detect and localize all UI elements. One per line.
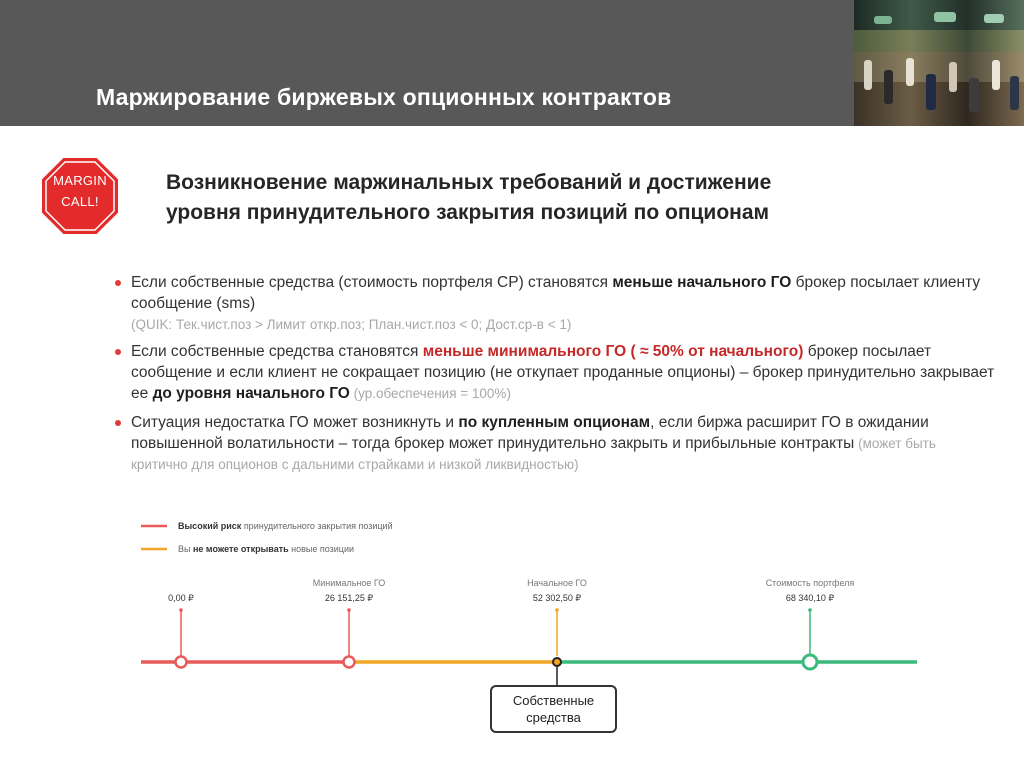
bullet-note: (QUIK: Тек.чист.поз > Лимит откр.поз; План.чист.поз < 0; Дост.ср-в < 1) xyxy=(131,317,572,332)
trading-floor-photo xyxy=(854,0,1024,126)
marker-zero xyxy=(176,657,187,668)
subtitle xyxy=(166,168,946,228)
stop-sign-line1: MARGIN xyxy=(53,173,107,188)
marker-portfolio xyxy=(803,655,817,669)
subtitle-line1: Возникновение маржинальных требований и достижение xyxy=(166,171,772,194)
point-label-portfolio: Стоимость портфеля xyxy=(765,578,855,588)
bullet-item: Ситуация недостатка ГО может возникнуть и по купленным опционам, если биржа расширит ГО в ожидании повышенной волатильности – тогда брокер может принудительно закрыть и прибыльные контракты (может быть критично для опционов с дальними страйками и низкой ликвидностью) xyxy=(115,412,995,475)
bullet-list xyxy=(115,272,995,475)
tick-zero-top-dot xyxy=(179,608,183,612)
bullet-item: Если собственные средства становятся меньше минимального ГО ( ≈ 50% от начального) брокер посылает сообщение и если клиент не сокращает позицию (не откупает проданные опционы) – брокер принудительно закрывает ее до уровня начального ГО (ур.обеспечения = 100%) xyxy=(115,341,995,404)
bullet-note: (ур.обеспечения = 100%) xyxy=(349,386,511,401)
tick-portfolio-top-dot xyxy=(808,608,812,612)
bullet-dot-icon xyxy=(115,349,121,355)
subtitle-line2: уровня принудительного закрытия позиций по опционам xyxy=(166,201,770,224)
slide-title: Маржирование биржевых опционных контрактов xyxy=(96,84,672,110)
own-funds-line1: Собственные xyxy=(512,693,595,708)
tick-min-go-top-dot xyxy=(347,608,351,612)
own-funds-line2: средства xyxy=(526,710,581,725)
bullet-dot-icon xyxy=(115,420,121,426)
header-bar xyxy=(0,0,1024,126)
point-label-initial-go: Начальное ГО xyxy=(527,578,587,588)
bullet-item: Если собственные средства (стоимость портфеля СР) становятся меньше начального ГО брокер посылает клиенту сообщение (sms) (QUIK: Тек.чист.поз > Лимит откр.поз; План.чист.поз < 0; Дост.ср-в < 1) xyxy=(115,272,995,335)
point-value-min-go: 26 151,25 ₽ xyxy=(324,593,374,603)
legend-text-orange: Вы не можете открывать новые позиции xyxy=(178,544,355,554)
point-value-initial-go: 52 302,50 ₽ xyxy=(532,593,582,603)
own-funds-box xyxy=(490,685,617,733)
bullet-note: (может быть критично для опционов с дальними страйками и низкой ликвидностью) xyxy=(131,436,936,472)
point-value-zero: 0,00 ₽ xyxy=(168,593,194,603)
tick-initial-go-top-dot xyxy=(555,608,559,612)
bullet-dot-icon xyxy=(115,280,121,286)
legend-text-red: Высокий риск принудительного закрытия позиций xyxy=(178,521,393,531)
point-value-portfolio: 68 340,10 ₽ xyxy=(785,593,835,603)
marker-min-go xyxy=(344,657,355,668)
stop-sign-line2: CALL! xyxy=(61,194,99,209)
point-label-min-go: Минимальное ГО xyxy=(312,578,386,588)
marker-initial-go xyxy=(553,658,561,666)
stop-sign-text xyxy=(40,170,120,212)
